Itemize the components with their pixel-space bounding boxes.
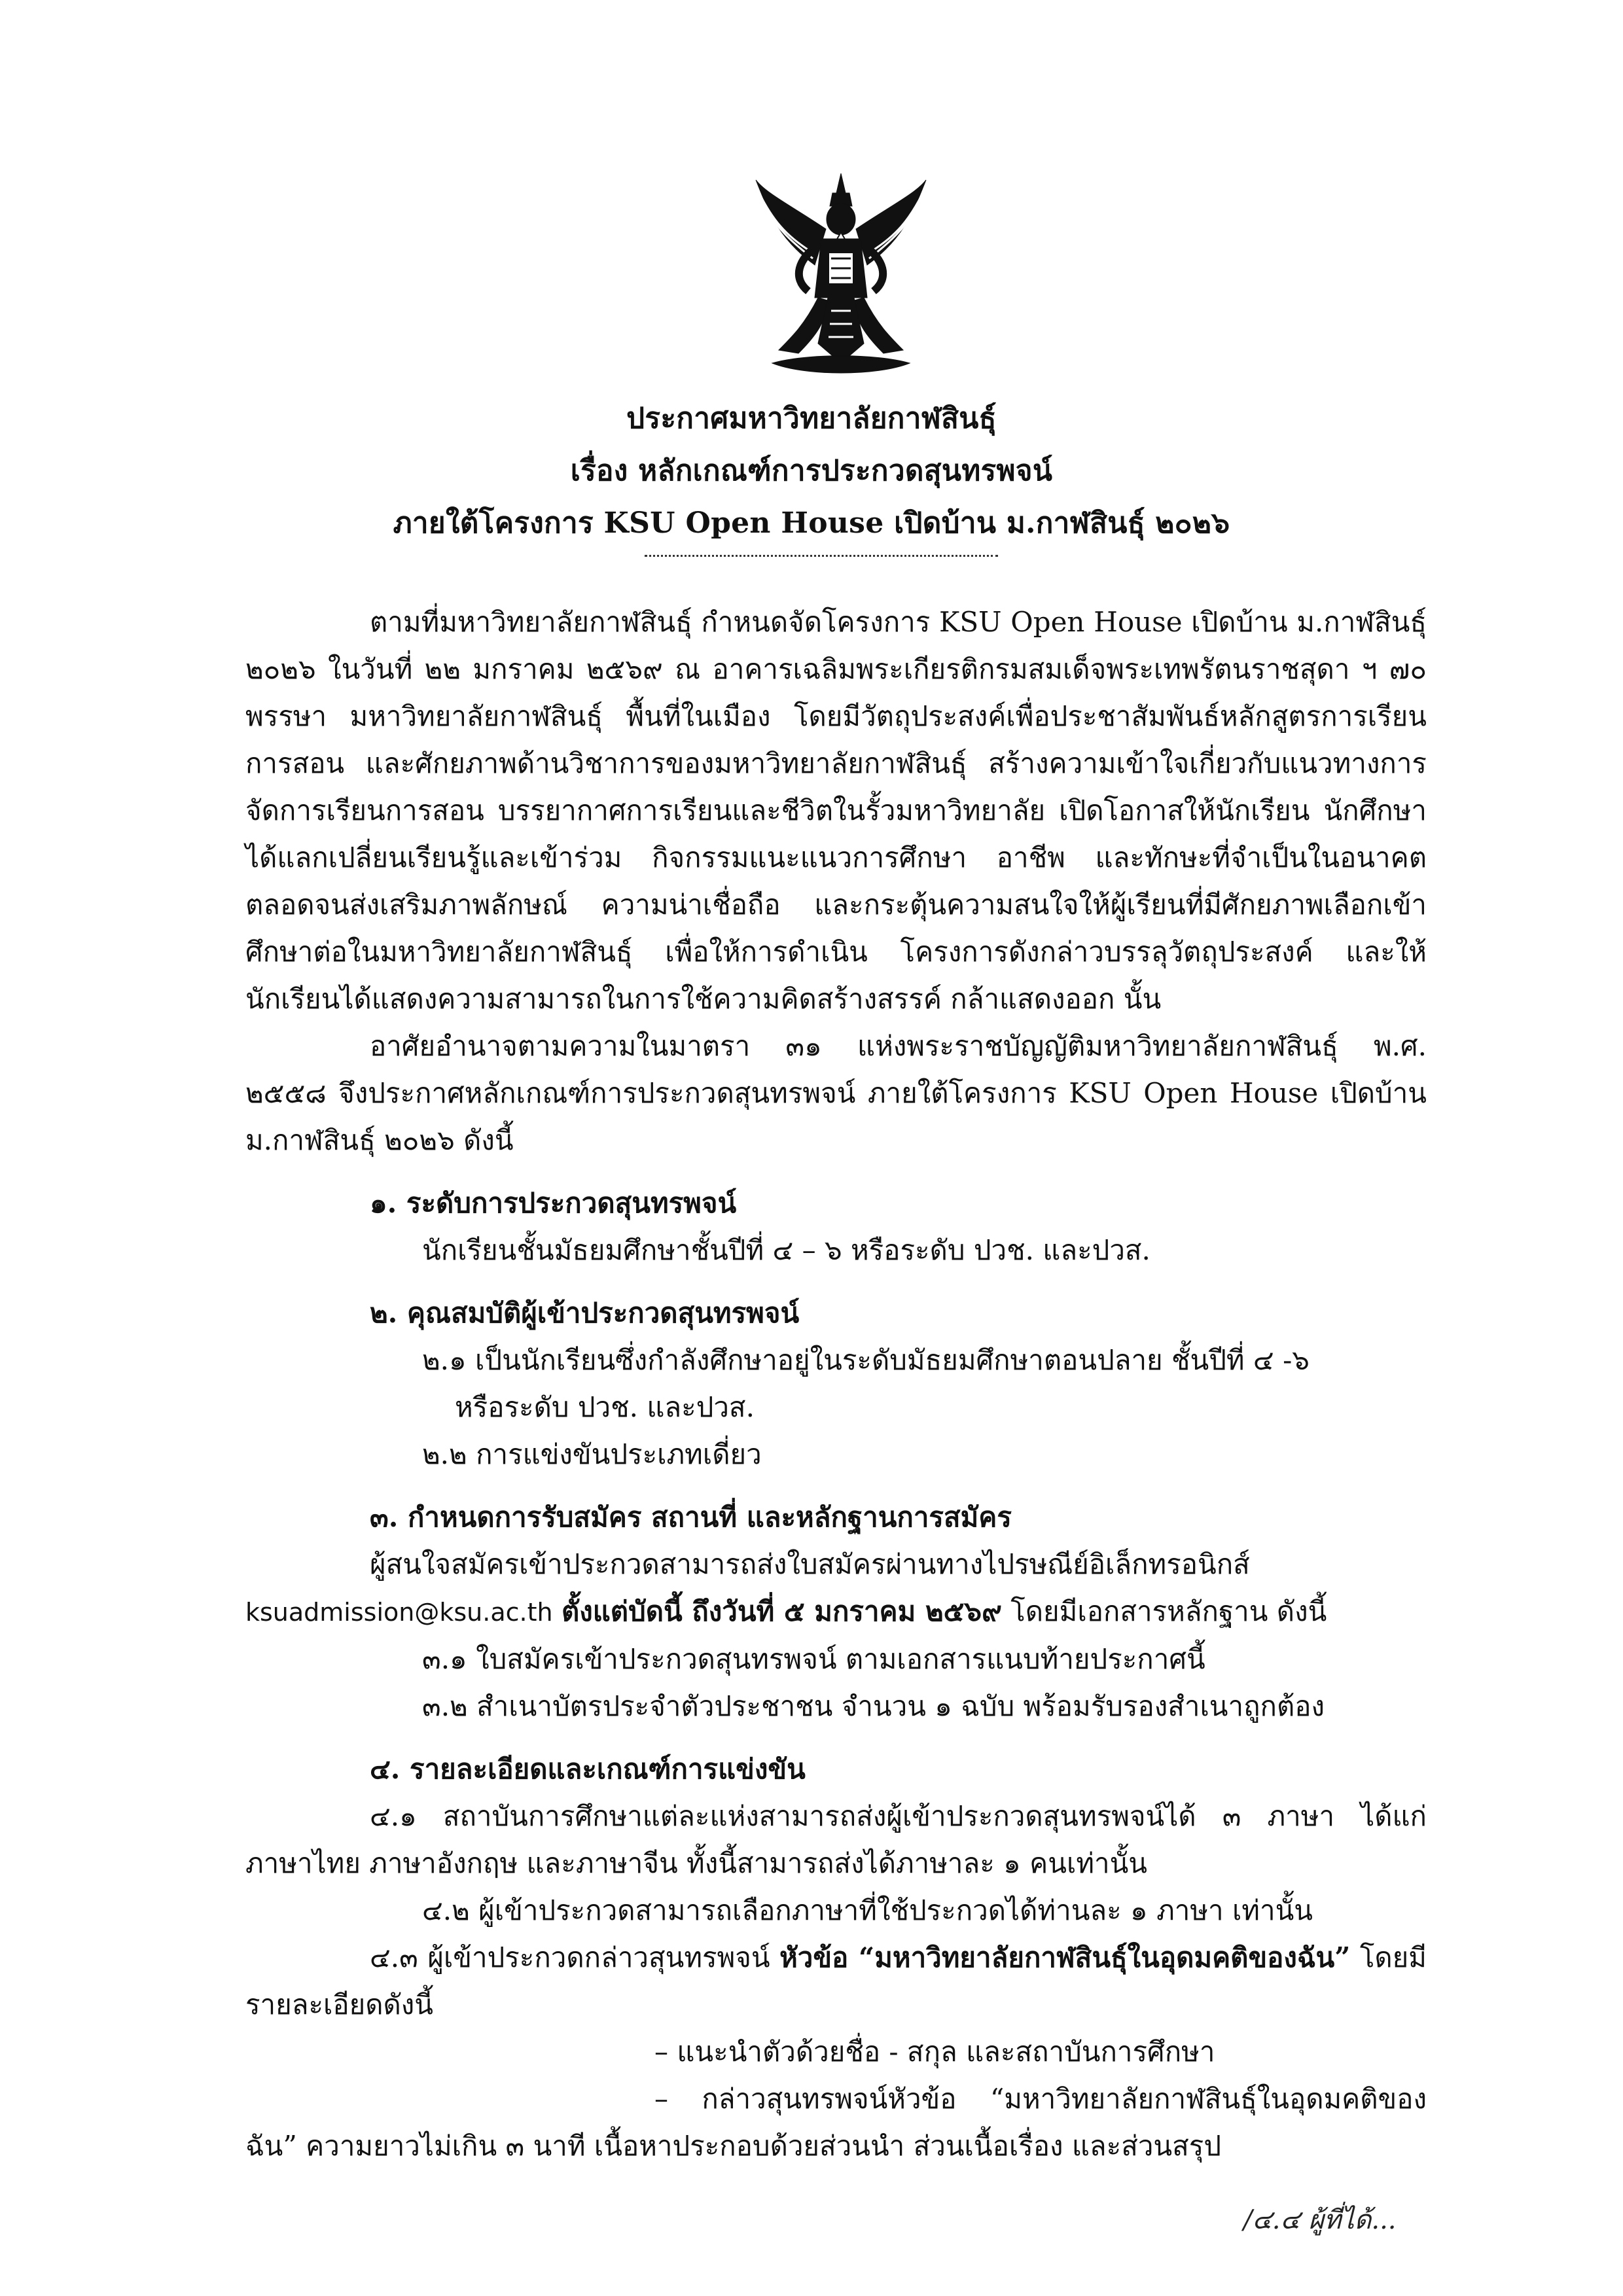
email-address: ksuadmission@ksu.ac.th [245, 1598, 553, 1627]
section-4-item-1-cont: ภาษาไทย ภาษาอังกฤษ และภาษาจีน ทั้งนี้สามารถส่งได้ภาษาละ ๑ คนเท่านั้น [245, 1847, 1148, 1879]
section-3-item-2: ๓.๒ สำเนาบัตรประจำตัวประชาชน จำนวน ๑ ฉบับ พร้อมรับรองสำเนาถูกต้อง [422, 1690, 1325, 1722]
bullet-item-2: – กล่าวสุนทรพจน์หัวข้อ “มหาวิทยาลัยกาฬสินธุ์ในอุดมคติของฉัน” ความยาวไม่เกิน ๓ นาที เนื้อหาประกอบด้วยส่วนนำ ส่วนเนื้อเรื่อง และส่วนสรุป [245, 2083, 1427, 2162]
section-3-after-deadline: โดยมีเอกสารหลักฐาน ดังนี้ [1010, 1595, 1327, 1627]
section-2-heading: ๒. คุณสมบัติผู้เข้าประกวดสุนทรพจน์ [370, 1297, 800, 1329]
section-4-item-1 [245, 1793, 1427, 1887]
section-2-item-1-cont: หรือระดับ ปวช. และปวส. [455, 1391, 755, 1423]
intro-paragraph-2: อาศัยอำนาจตามความในมาตรา ๓๑ แห่งพระราชบัญญัติมหาวิทยาลัยกาฬสินธุ์ พ.ศ. ๒๕๕๘ จึงประกาศหลักเกณฑ์การประกวดสุนทรพจน์ ภายใต้โครงการ KSU Open House เปิดบ้าน ม.กาฬสินธุ์ ๒๐๒๖ ดังนี้ [245, 1030, 1427, 1156]
section-4-item-2: ๔.๒ ผู้เข้าประกวดสามารถเลือกภาษาที่ใช้ประกวดได้ท่านละ ๑ ภาษา เท่านั้น [422, 1894, 1313, 1926]
section-2-item-1: ๒.๑ เป็นนักเรียนซึ่งกำลังศึกษาอยู่ในระดับมัธยมศึกษาตอนปลาย ชั้นปีที่ ๔ -๖ [422, 1344, 1310, 1376]
section-3-intro: ผู้สนใจสมัครเข้าประกวดสามารถส่งใบสมัครผ่านทางไปรษณีย์อิเล็กทรอนิกส์ [370, 1548, 1250, 1580]
section-1-heading: ๑. ระดับการประกวดสุนทรพจน์ [370, 1187, 737, 1219]
announcement-body [245, 599, 1427, 2170]
header-divider [645, 555, 998, 557]
header-line-2: เรื่อง หลักเกณฑ์การประกวดสุนทรพจน์ [570, 454, 1053, 487]
application-deadline: ตั้งแต่บัดนี้ ถึงวันที่ ๕ มกราคม ๒๕๖๙ [561, 1595, 1002, 1627]
garuda-emblem-icon [753, 167, 929, 383]
section-2-item-2: ๒.๒ การแข่งขันประเภทเดี่ยว [422, 1438, 762, 1470]
section-4-item-3-cont: รายละเอียดดังนี้ [245, 1988, 434, 2021]
section-1-text: นักเรียนชั้นมัธยมศึกษาชั้นปีที่ ๔ – ๖ หรือระดับ ปวช. และปวส. [422, 1234, 1150, 1266]
bullet-item-1: – แนะนำตัวด้วยชื่อ - สกุล และสถาบันการศึกษา [654, 2036, 1215, 2068]
section-3-item-1: ๓.๑ ใบสมัครเข้าประกวดสุนทรพจน์ ตามเอกสารแนบท้ายประกาศนี้ [422, 1643, 1205, 1675]
section-4-item-3 [245, 1934, 1427, 2028]
header-line-3: ภายใต้โครงการ KSU Open House เปิดบ้าน ม.กาฬสินธุ์ ๒๐๒๖ [393, 506, 1230, 540]
header-line-1: ประกาศมหาวิทยาลัยกาฬสินธุ์ [626, 402, 997, 435]
section-4-item-1-text: ๔.๑ สถาบันการศึกษาแต่ละแห่งสามารถส่งผู้เข้าประกวดสุนทรพจน์ได้ ๓ ภาษา ได้แก่ [370, 1800, 1427, 1832]
announcement-header [0, 393, 1623, 550]
section-4-item-3-a: ๔.๓ ผู้เข้าประกวดกล่าวสุนทรพจน์ [370, 1941, 770, 1973]
speech-topic: หัวข้อ “มหาวิทยาลัยกาฬสินธุ์ในอุดมคติของฉัน” [779, 1941, 1351, 1973]
intro-paragraph-1: ตามที่มหาวิทยาลัยกาฬสินธุ์ กำหนดจัดโครงการ KSU Open House เปิดบ้าน ม.กาฬสินธุ์ ๒๐๒๖ ในวันที่ ๒๒ มกราคม ๒๕๖๙ ณ อาคารเฉลิมพระเกียรติกรมสมเด็จพระเทพรัตนราชสุดา ฯ ๗๐ พรรษา มหาวิทยาลัยกาฬสินธุ์ พื้นที่ในเมือง โดยมีวัตถุประสงค์เพื่อประชาสัมพันธ์หลักสูตรการเรียนการสอน และศักยภาพด้านวิชาการของมหาวิทยาลัยกาฬสินธุ์ สร้างความเข้าใจเกี่ยวกับแนวทางการจัดการเรียนการสอน บรรยากาศการเรียนและชีวิตในรั้วมหาวิทยาลัย เปิดโอกาสให้นักเรียน นักศึกษาได้แลกเปลี่ยนเรียนรู้และเข้าร่วม กิจกรรมแนะแนวการศึกษา อาชีพ และทักษะที่จำเป็นในอนาคต ตลอดจนส่งเสริมภาพลักษณ์ ความน่าเชื่อถือ และกระตุ้นความสนใจให้ผู้เรียนที่มีศักยภาพเลือกเข้าศึกษาต่อในมหาวิทยาลัยกาฬสินธุ์ เพื่อให้การดำเนิน โครงการดังกล่าวบรรลุวัตถุประสงค์ และให้นักเรียนได้แสดงความสามารถในการใช้ความคิดสร้างสรรค์ กล้าแสดงออก นั้น [245, 606, 1427, 1015]
section-3-heading: ๓. กำหนดการรับสมัคร สถานที่ และหลักฐานการสมัคร [370, 1501, 1012, 1533]
section-4-item-3-b: โดยมี [1359, 1941, 1427, 1973]
section-4-heading: ๔. รายละเอียดและเกณฑ์การแข่งขัน [370, 1753, 806, 1785]
section-3-text [245, 1541, 1427, 1636]
page-continuation: /๔.๔ ผู้ที่ได้... [1243, 2205, 1397, 2235]
